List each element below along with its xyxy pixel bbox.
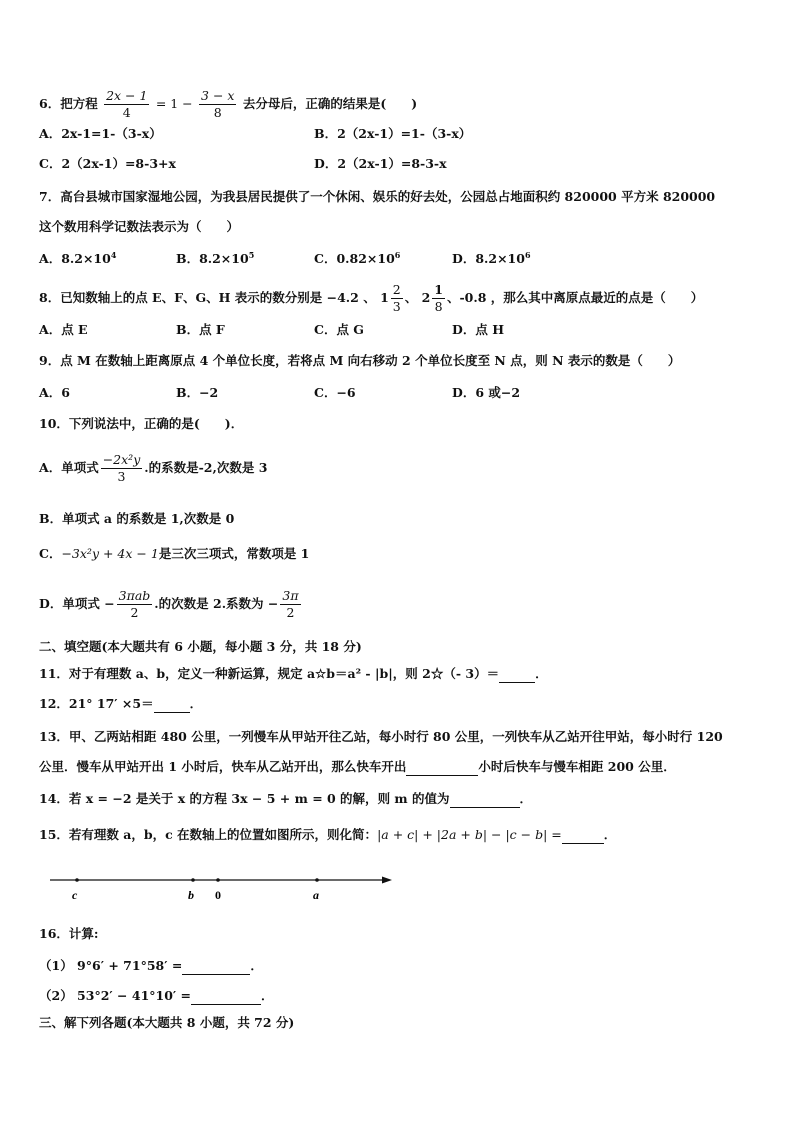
q6-fraction-1: $\frac{2x - 1}{4}$ [106,88,148,120]
q12: 12．21° 17′ ×5＝ ． [39,696,203,711]
q8-option-a: A．点 E [39,322,88,337]
q8-option-c: C．点 G [314,322,364,337]
q13-line2: 公里．慢车从甲站开出 1 小时后，快车从乙站开出，那么快车开出 小时后快车与慢车相距 200 公里． [39,759,676,774]
q6-prefix: 6．把方程 [39,96,98,111]
q11-blank[interactable] [499,670,535,683]
q13-line1: 13．甲、乙两站相距 480 公里，一列慢车从甲站开往乙站，每小时行 80 公里，一列快车从乙站开往甲站，每小时行 120 [39,729,723,744]
q10-stem: 10．下列说法中，正确的是( )． [39,416,244,431]
q7-option-c: C．$0.82\times 10^6$ [314,249,401,266]
q16-part1: （1） 9°6′ + 71°58′ = ． [39,958,263,973]
q14-blank[interactable] [450,795,520,808]
q8-option-b: B．点 F [176,322,225,337]
q9-option-b: B．−2 [176,385,219,400]
label-zero: 0 [215,888,221,902]
q6-fraction-2: $\frac{3 - x}{8}$ [201,88,235,120]
q8-fraction-2: $\frac{1}{8}$ [434,282,443,314]
q13-blank[interactable] [406,763,478,776]
q6-option-c: C．2（2x-1）=8-3+x [39,156,176,171]
q9-option-c: C．−6 [314,385,356,400]
q11: 11．对于有理数 a、b，定义一种新运算，规定 a☆b＝a² - |b|，则 2☆（- 3）＝ ． [39,666,548,681]
q6-option-b: B．2（2x-1）=1-（3-x） [314,126,472,141]
q16-part2-blank[interactable] [191,992,261,1005]
q7-option-d: D．$8.2\times 10^6$ [452,249,531,266]
point-zero [216,878,220,882]
q12-blank[interactable] [154,700,190,713]
q10-option-b: B．单项式 a 的系数是 1,次数是 0 [39,511,235,526]
q14: 14．若 x = −2 是关于 x 的方程 3x − 5 + m = 0 的解，则 m 的值为 ． [39,791,533,806]
q8-option-d: D．点 H [452,322,505,337]
q16-stem: 16．计算: [39,926,99,941]
q6-suffix: 去分母后，正确的结果是( ) [242,96,418,111]
q7-line2: 这个数用科学记数法表示为（ ） [39,219,240,234]
q6-option-d: D．2（2x-1）=8-3-x [314,156,447,171]
q9-option-d: D．6 或−2 [452,385,521,400]
section-2-heading: 二、填空题(本大题共有 6 小题，每小题 3 分，共 18 分) [39,639,362,654]
q6-stem [39,88,417,121]
q10-a-fraction: $\frac{\text{−2x²y}}{3}$ [102,452,141,484]
label-a: a [313,888,319,902]
q7-option-a: A．$8.2\times 10^4$ [39,249,117,266]
q10-option-d: D．单项式 − $\frac{\text{3πab}}{2}$ .的次数是 2.系数为 − $\frac{3\pi}{2}$ [39,588,299,620]
q6-eq-mid: = 1 − [155,96,193,111]
point-b [191,878,195,882]
q7-line1: 7．高台县城市国家湿地公园，为我县居民提供了一个休闲、娱乐的好去处，公园总占地面积约 820000 平方米 820000 [39,189,716,204]
number-line [40,868,400,908]
q15: 15．若有理数 a，b，c 在数轴上的位置如图所示，则化简：|a + c| + |2a + b| − |c − b| = ． [39,827,617,842]
q10-d-fraction-1: $\frac{\text{3πab}}{2}$ [118,588,151,620]
point-a [315,878,319,882]
q7-option-b: B．$8.2\times 10^5$ [176,249,255,266]
q8-fraction-1: $\frac{2}{3}$ [392,282,401,314]
number-line-arrow-icon [382,877,392,884]
q6-option-a: A．2x-1=1-（3-x） [39,126,162,141]
section-3-heading: 三、解下列各题(本大题共 8 小题，共 72 分) [39,1015,295,1030]
q16-part2: （2） 53°2′ − 41°10′ = ． [39,988,274,1003]
q9-stem: 9．点 M 在数轴上距离原点 4 个单位长度，若将点 M 向右移动 2 个单位长度至 N 点，则 N 表示的数是（ ） [39,353,681,368]
q16-part1-blank[interactable] [182,962,250,975]
point-c [75,878,79,882]
label-b: b [188,888,194,902]
q10-option-c: C．−3x²y + 4x − 1是三次三项式，常数项是 1 [39,546,310,561]
q15-expression: |a + c| + |2a + b| − |c − b| = [377,827,562,842]
q10-d-fraction-2: $\frac{3\pi}{2}$ [282,588,299,620]
q9-option-a: A．6 [39,385,70,400]
q15-blank[interactable] [562,831,604,844]
q10-option-a: A．单项式 $\frac{\text{−2x²y}}{3}$ .的系数是-2,次数是 3 [39,452,268,484]
label-c: c [72,888,78,902]
q8-stem: 8．已知数轴上的点 E、F、G、H 表示的数分别是 −4.2 、 1 $\frac{2}{3}$ 、 2 $\frac{1}{8}$ 、-0.8 ，那么其中离原点最近的点是（ ） [39,282,704,314]
